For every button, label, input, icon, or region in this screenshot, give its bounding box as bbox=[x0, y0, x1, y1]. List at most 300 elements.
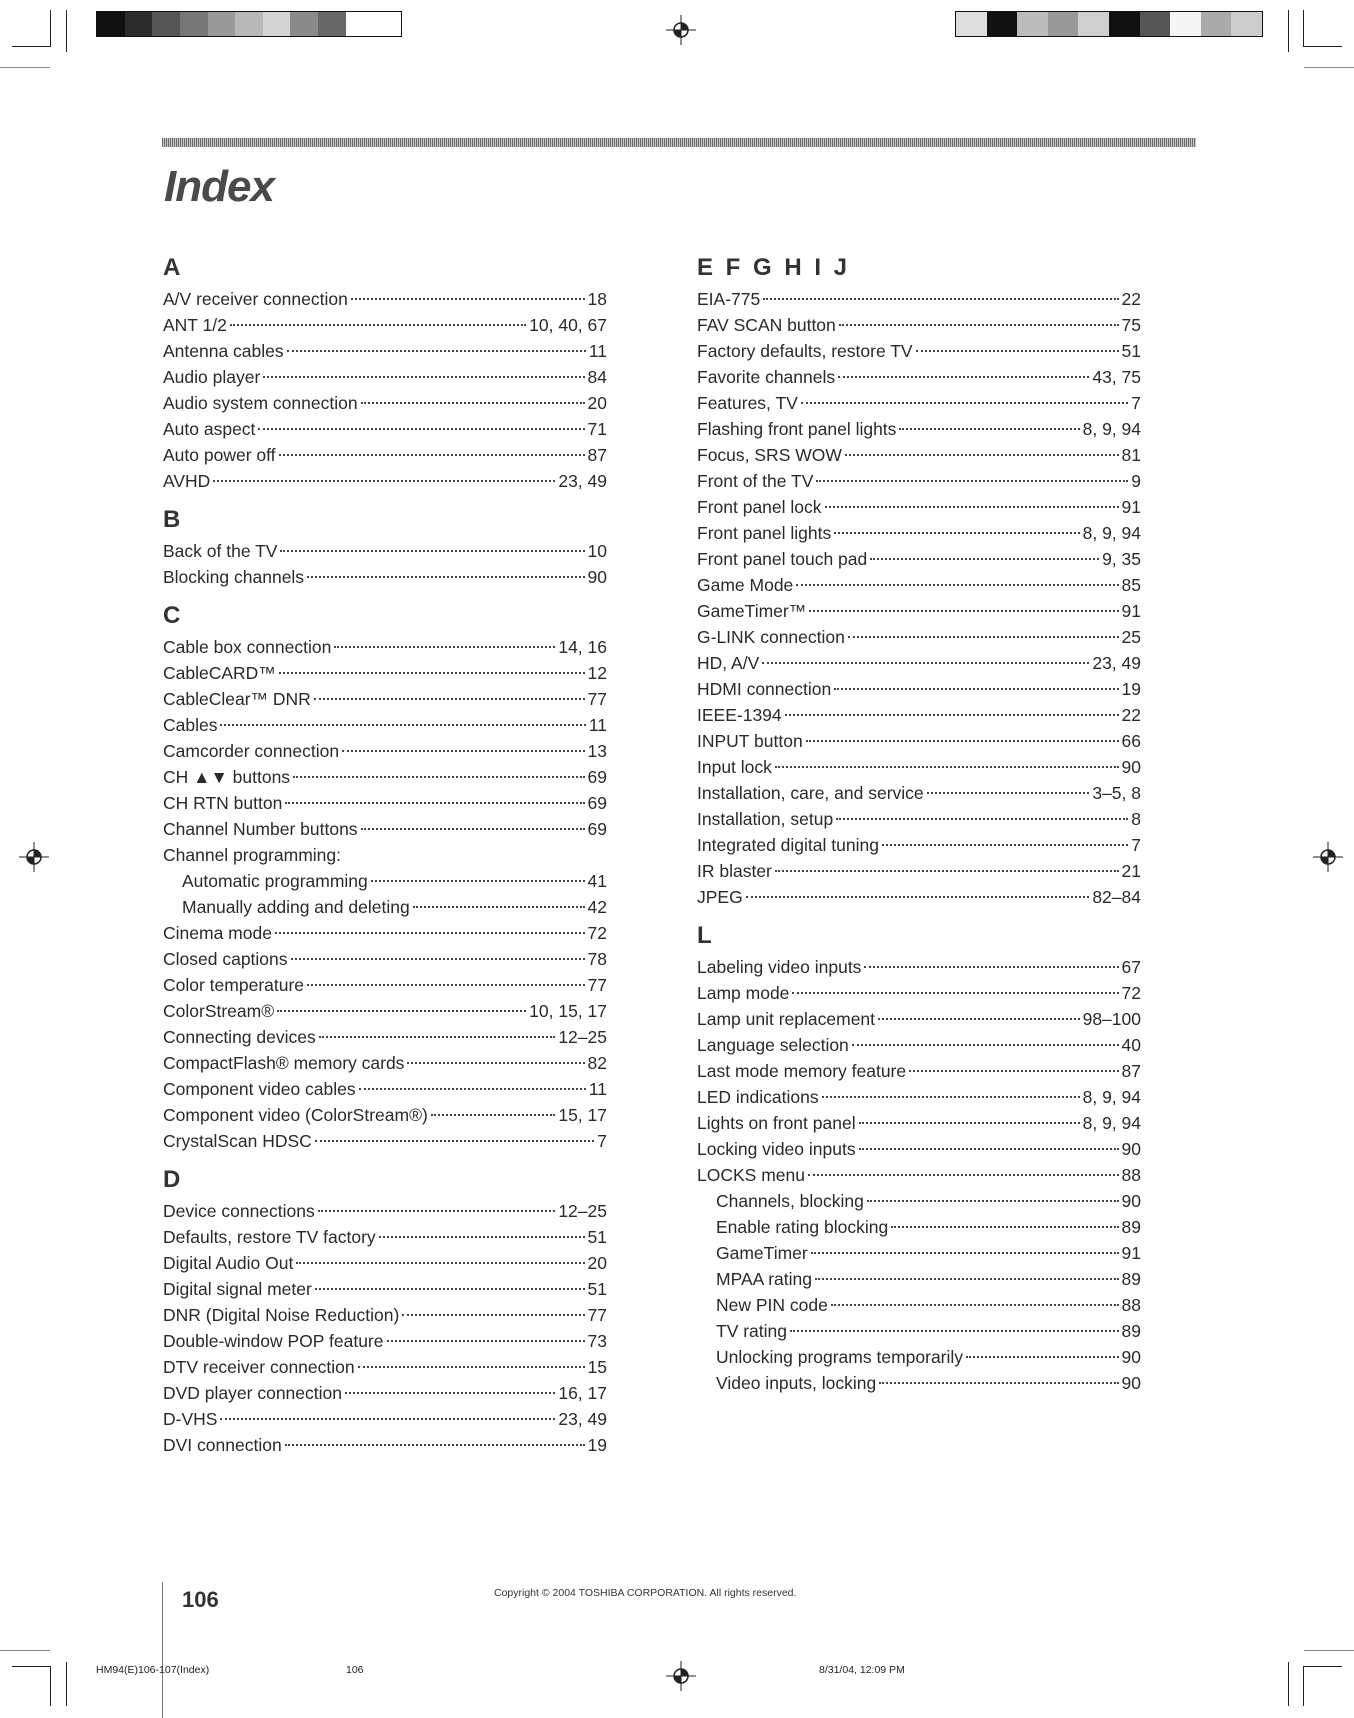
index-term: CableCARD™ bbox=[163, 663, 276, 683]
index-pages: 12–25 bbox=[558, 1027, 607, 1047]
index-entry bbox=[697, 954, 1141, 980]
index-entry bbox=[163, 564, 607, 590]
crop-mark bbox=[0, 67, 50, 68]
index-pages: 8, 9, 94 bbox=[1082, 523, 1141, 543]
dot-leader bbox=[361, 828, 585, 830]
index-pages: 98–100 bbox=[1082, 1009, 1141, 1029]
index-pages: 16, 17 bbox=[558, 1383, 607, 1403]
section-gap bbox=[163, 494, 607, 502]
index-entry bbox=[697, 858, 1141, 884]
index-term: JPEG bbox=[697, 887, 743, 907]
slug-page-number: 106 bbox=[346, 1664, 364, 1676]
index-pages: 10, 40, 67 bbox=[529, 315, 607, 335]
index-term: Language selection bbox=[697, 1035, 849, 1055]
index-pages: 11 bbox=[588, 1079, 607, 1099]
index-term: TV rating bbox=[716, 1321, 787, 1341]
index-entry bbox=[163, 738, 607, 764]
section-gap bbox=[163, 590, 607, 598]
index-pages: 19 bbox=[1121, 679, 1141, 699]
index-entry bbox=[697, 832, 1141, 858]
index-pages: 90 bbox=[1121, 757, 1141, 777]
index-entry bbox=[163, 364, 607, 390]
dot-leader bbox=[402, 1314, 584, 1316]
index-term: CableClear™ DNR bbox=[163, 689, 311, 709]
dot-leader bbox=[831, 1304, 1119, 1306]
dot-leader bbox=[351, 298, 585, 300]
index-entry bbox=[163, 1406, 607, 1432]
dot-leader bbox=[815, 1278, 1119, 1280]
dot-leader bbox=[801, 402, 1128, 404]
page-title: Index bbox=[164, 162, 274, 211]
dot-leader bbox=[864, 966, 1118, 968]
index-entry bbox=[697, 416, 1141, 442]
index-entry bbox=[163, 1024, 607, 1050]
index-term: CH ▲▼ buttons bbox=[163, 767, 291, 787]
dot-leader bbox=[808, 1174, 1119, 1176]
dot-leader bbox=[775, 766, 1119, 768]
index-term: New PIN code bbox=[716, 1295, 828, 1315]
index-letter-heading: C bbox=[163, 602, 184, 629]
index-pages: 20 bbox=[587, 393, 607, 413]
dot-leader bbox=[258, 428, 584, 430]
dot-leader bbox=[867, 1200, 1119, 1202]
index-pages: 72 bbox=[587, 923, 607, 943]
index-entry bbox=[163, 1128, 607, 1154]
index-pages: 90 bbox=[1121, 1139, 1141, 1159]
index-pages: 19 bbox=[587, 1435, 607, 1455]
index-term: LED indications bbox=[697, 1087, 819, 1107]
index-pages: 77 bbox=[587, 975, 607, 995]
index-term: DTV receiver connection bbox=[163, 1357, 355, 1377]
dot-leader bbox=[878, 1018, 1080, 1020]
dot-leader bbox=[746, 896, 1090, 898]
index-subentry bbox=[697, 1318, 1141, 1344]
index-term: IEEE-1394 bbox=[697, 705, 782, 725]
index-term: Cables bbox=[163, 715, 218, 735]
index-pages: 40 bbox=[1121, 1035, 1141, 1055]
index-term: Closed captions bbox=[163, 949, 288, 969]
dot-leader bbox=[809, 610, 1118, 612]
index-term: Back of the TV bbox=[163, 541, 278, 561]
dot-leader bbox=[358, 1366, 585, 1368]
index-entry bbox=[697, 806, 1141, 832]
dot-leader bbox=[792, 992, 1118, 994]
dot-leader bbox=[279, 672, 585, 674]
index-pages: 69 bbox=[587, 819, 607, 839]
index-term: Audio player bbox=[163, 367, 261, 387]
crop-mark bbox=[50, 10, 51, 47]
index-pages: 10, 15, 17 bbox=[529, 1001, 607, 1021]
dot-leader bbox=[275, 932, 585, 934]
index-pages: 18 bbox=[587, 289, 607, 309]
index-letter-heading: E F G H I J bbox=[697, 254, 851, 281]
index-entry bbox=[163, 972, 607, 998]
index-entry bbox=[163, 686, 607, 712]
index-subentry bbox=[697, 1292, 1141, 1318]
index-term: Connecting devices bbox=[163, 1027, 316, 1047]
index-pages: 7 bbox=[1131, 393, 1141, 413]
index-pages: 20 bbox=[587, 1253, 607, 1273]
index-term: Input lock bbox=[697, 757, 772, 777]
index-pages: 85 bbox=[1121, 575, 1141, 595]
index-pages: 81 bbox=[1121, 445, 1141, 465]
index-entry bbox=[163, 920, 607, 946]
index-term: FAV SCAN button bbox=[697, 315, 836, 335]
index-pages: 90 bbox=[587, 567, 607, 587]
section-gap bbox=[163, 1154, 607, 1162]
index-entry bbox=[697, 390, 1141, 416]
index-entry bbox=[163, 998, 607, 1024]
crop-mark bbox=[1288, 1662, 1289, 1706]
index-entry bbox=[697, 1136, 1141, 1162]
index-term: Installation, setup bbox=[697, 809, 834, 829]
index-entry bbox=[163, 634, 607, 660]
dot-leader bbox=[345, 1392, 555, 1394]
index-entry bbox=[163, 442, 607, 468]
index-term: Locking video inputs bbox=[697, 1139, 856, 1159]
registration-mark-icon bbox=[1313, 842, 1343, 872]
dot-leader bbox=[838, 376, 1089, 378]
dot-leader bbox=[785, 714, 1119, 716]
crop-mark bbox=[1303, 10, 1304, 47]
index-column-left bbox=[163, 250, 607, 1458]
dot-leader bbox=[927, 792, 1090, 794]
index-entry bbox=[697, 494, 1141, 520]
index-pages: 41 bbox=[587, 871, 607, 891]
index-term: Flashing front panel lights bbox=[697, 419, 897, 439]
page-number: 106 bbox=[182, 1587, 219, 1612]
dot-leader bbox=[909, 1070, 1118, 1072]
index-pages: 13 bbox=[587, 741, 607, 761]
dot-leader bbox=[790, 1330, 1119, 1332]
index-term: Channel programming: bbox=[163, 845, 342, 865]
dot-leader bbox=[315, 1288, 585, 1290]
dot-leader bbox=[387, 1340, 585, 1342]
dot-leader bbox=[371, 880, 585, 882]
index-entry bbox=[163, 1224, 607, 1250]
index-pages: 21 bbox=[1121, 861, 1141, 881]
index-term: AVHD bbox=[163, 471, 211, 491]
dot-leader bbox=[899, 428, 1079, 430]
index-pages: 89 bbox=[1121, 1321, 1141, 1341]
index-term: EIA-775 bbox=[697, 289, 761, 309]
dot-leader bbox=[839, 324, 1119, 326]
index-subentry bbox=[697, 1188, 1141, 1214]
index-term: Front panel lock bbox=[697, 497, 822, 517]
index-entry bbox=[697, 520, 1141, 546]
index-term: D-VHS bbox=[163, 1409, 218, 1429]
dot-leader bbox=[307, 576, 584, 578]
dot-leader bbox=[263, 376, 584, 378]
index-term: Color temperature bbox=[163, 975, 305, 995]
index-term: CompactFlash® memory cards bbox=[163, 1053, 405, 1073]
index-subentry bbox=[697, 1240, 1141, 1266]
index-term: Front panel lights bbox=[697, 523, 832, 543]
index-entry bbox=[163, 416, 607, 442]
index-entry bbox=[697, 312, 1141, 338]
crop-mark bbox=[12, 1666, 50, 1667]
index-subentry bbox=[697, 1370, 1141, 1396]
index-pages: 91 bbox=[1121, 497, 1141, 517]
index-entry bbox=[697, 754, 1141, 780]
crop-mark bbox=[1304, 46, 1342, 47]
index-term: Last mode memory feature bbox=[697, 1061, 907, 1081]
index-entry bbox=[697, 1032, 1141, 1058]
dot-leader bbox=[859, 1122, 1080, 1124]
index-column-right bbox=[697, 250, 1141, 1396]
index-term: Digital signal meter bbox=[163, 1279, 312, 1299]
dot-leader bbox=[882, 844, 1128, 846]
index-entry bbox=[697, 598, 1141, 624]
index-term: Component video cables bbox=[163, 1079, 356, 1099]
index-term: Defaults, restore TV factory bbox=[163, 1227, 376, 1247]
index-letter-heading: B bbox=[163, 506, 184, 533]
index-term: DVD player connection bbox=[163, 1383, 342, 1403]
index-term: Automatic programming bbox=[182, 871, 368, 891]
index-term: LOCKS menu bbox=[697, 1165, 805, 1185]
dot-leader bbox=[334, 646, 555, 648]
index-entry bbox=[697, 884, 1141, 910]
dot-leader bbox=[285, 802, 584, 804]
crop-mark bbox=[1304, 1650, 1354, 1651]
index-entry bbox=[163, 390, 607, 416]
index-subentry bbox=[697, 1344, 1141, 1370]
index-entry bbox=[697, 702, 1141, 728]
index-term: GameTimer bbox=[716, 1243, 808, 1263]
index-pages: 69 bbox=[587, 793, 607, 813]
index-pages: 11 bbox=[588, 341, 607, 361]
index-pages: 87 bbox=[587, 445, 607, 465]
dot-leader bbox=[762, 662, 1089, 664]
dot-leader bbox=[280, 550, 584, 552]
index-pages: 12–25 bbox=[558, 1201, 607, 1221]
index-pages: 89 bbox=[1121, 1269, 1141, 1289]
index-entry bbox=[697, 338, 1141, 364]
index-pages: 77 bbox=[587, 1305, 607, 1325]
index-entry bbox=[163, 312, 607, 338]
index-entry bbox=[163, 1432, 607, 1458]
index-pages: 8, 9, 94 bbox=[1082, 1113, 1141, 1133]
index-term: Unlocking programs temporarily bbox=[716, 1347, 964, 1367]
index-term: Enable rating blocking bbox=[716, 1217, 889, 1237]
registration-mark-icon bbox=[666, 1661, 696, 1691]
index-pages: 10 bbox=[587, 541, 607, 561]
index-entry bbox=[697, 676, 1141, 702]
crop-mark bbox=[12, 46, 50, 47]
dot-leader bbox=[879, 1382, 1118, 1384]
dot-leader bbox=[870, 558, 1099, 560]
index-term: Blocking channels bbox=[163, 567, 305, 587]
index-pages: 8, 9, 94 bbox=[1082, 1087, 1141, 1107]
index-pages: 22 bbox=[1121, 705, 1141, 725]
section-gap bbox=[697, 910, 1141, 918]
dot-leader bbox=[293, 776, 584, 778]
index-term: ANT 1/2 bbox=[163, 315, 227, 335]
index-term: A/V receiver connection bbox=[163, 289, 348, 309]
index-entry bbox=[697, 286, 1141, 312]
index-term: Device connections bbox=[163, 1201, 315, 1221]
index-term: Labeling video inputs bbox=[697, 957, 862, 977]
dot-leader bbox=[413, 906, 585, 908]
index-term: Cinema mode bbox=[163, 923, 272, 943]
dot-leader bbox=[848, 636, 1119, 638]
dot-leader bbox=[287, 350, 586, 352]
index-pages: 42 bbox=[587, 897, 607, 917]
index-entry bbox=[163, 1198, 607, 1224]
copyright-notice: Copyright © 2004 TOSHIBA CORPORATION. All rights reserved. bbox=[494, 1587, 797, 1599]
index-entry bbox=[163, 842, 607, 868]
index-pages: 51 bbox=[587, 1227, 607, 1247]
index-term: Lamp mode bbox=[697, 983, 790, 1003]
index-pages: 89 bbox=[1121, 1217, 1141, 1237]
index-pages: 90 bbox=[1121, 1347, 1141, 1367]
index-entry bbox=[697, 650, 1141, 676]
index-pages: 23, 49 bbox=[558, 471, 607, 491]
dot-leader bbox=[816, 480, 1128, 482]
index-term: GameTimer™ bbox=[697, 601, 807, 621]
dot-leader bbox=[342, 750, 584, 752]
index-subentry bbox=[163, 868, 607, 894]
index-entry bbox=[163, 468, 607, 494]
index-entry bbox=[163, 1380, 607, 1406]
index-term: Double-window POP feature bbox=[163, 1331, 384, 1351]
index-term: HD, A/V bbox=[697, 653, 760, 673]
index-pages: 75 bbox=[1121, 315, 1141, 335]
slug-file-name: HM94(E)106-107(Index) bbox=[96, 1664, 210, 1676]
index-entry bbox=[163, 1276, 607, 1302]
dot-leader bbox=[314, 698, 585, 700]
index-term: Channel Number buttons bbox=[163, 819, 358, 839]
index-pages: 3–5, 8 bbox=[1092, 783, 1141, 803]
index-term: Factory defaults, restore TV bbox=[697, 341, 913, 361]
dot-leader bbox=[822, 1096, 1080, 1098]
index-entry bbox=[163, 1328, 607, 1354]
index-term: Audio system connection bbox=[163, 393, 358, 413]
dot-leader bbox=[315, 1140, 594, 1142]
index-letter-heading: A bbox=[163, 254, 184, 281]
index-pages: 15 bbox=[587, 1357, 607, 1377]
dot-leader bbox=[845, 454, 1119, 456]
index-subentry bbox=[163, 894, 607, 920]
index-entry bbox=[163, 1354, 607, 1380]
index-term: Lamp unit replacement bbox=[697, 1009, 876, 1029]
index-term: Camcorder connection bbox=[163, 741, 340, 761]
registration-mark-icon bbox=[19, 842, 49, 872]
density-strip-right bbox=[955, 11, 1263, 37]
crop-mark bbox=[1303, 1666, 1304, 1706]
dot-leader bbox=[796, 584, 1118, 586]
index-entry bbox=[697, 728, 1141, 754]
index-term: CH RTN button bbox=[163, 793, 283, 813]
index-term: Auto power off bbox=[163, 445, 276, 465]
index-term: HDMI connection bbox=[697, 679, 832, 699]
index-term: Antenna cables bbox=[163, 341, 284, 361]
index-pages: 23, 49 bbox=[558, 1409, 607, 1429]
index-term: DNR (Digital Noise Reduction) bbox=[163, 1305, 400, 1325]
index-pages: 12 bbox=[587, 663, 607, 683]
index-pages: 25 bbox=[1121, 627, 1141, 647]
index-term: ColorStream® bbox=[163, 1001, 275, 1021]
index-entry bbox=[163, 286, 607, 312]
index-term: Focus, SRS WOW bbox=[697, 445, 842, 465]
index-entry bbox=[163, 946, 607, 972]
index-pages: 73 bbox=[587, 1331, 607, 1351]
header-band bbox=[162, 138, 1196, 147]
dot-leader bbox=[834, 532, 1079, 534]
index-pages: 88 bbox=[1121, 1295, 1141, 1315]
index-term: Cable box connection bbox=[163, 637, 332, 657]
dot-leader bbox=[296, 1262, 584, 1264]
index-term: Installation, care, and service bbox=[697, 783, 924, 803]
dot-leader bbox=[220, 724, 585, 726]
index-pages: 69 bbox=[587, 767, 607, 787]
index-pages: 71 bbox=[587, 419, 607, 439]
crop-mark bbox=[1288, 10, 1289, 52]
index-pages: 51 bbox=[587, 1279, 607, 1299]
index-term: Channels, blocking bbox=[716, 1191, 864, 1211]
index-entry bbox=[163, 816, 607, 842]
index-term: CrystalScan HDSC bbox=[163, 1131, 312, 1151]
index-entry bbox=[163, 338, 607, 364]
dot-leader bbox=[834, 688, 1118, 690]
dot-leader bbox=[775, 870, 1119, 872]
index-entry bbox=[697, 1084, 1141, 1110]
index-pages: 78 bbox=[587, 949, 607, 969]
dot-leader bbox=[361, 402, 585, 404]
index-entry bbox=[697, 468, 1141, 494]
crop-mark bbox=[0, 1650, 50, 1651]
dot-leader bbox=[825, 506, 1119, 508]
dot-leader bbox=[291, 958, 585, 960]
dot-leader bbox=[230, 324, 526, 326]
index-term: DVI connection bbox=[163, 1435, 282, 1455]
dot-leader bbox=[279, 454, 585, 456]
index-term: IR blaster bbox=[697, 861, 772, 881]
index-letter-heading: D bbox=[163, 1166, 184, 1193]
index-subentry bbox=[697, 1214, 1141, 1240]
index-term: Lights on front panel bbox=[697, 1113, 856, 1133]
dot-leader bbox=[431, 1114, 556, 1116]
dot-leader bbox=[891, 1226, 1118, 1228]
registration-mark-icon bbox=[666, 15, 696, 45]
dot-leader bbox=[966, 1356, 1118, 1358]
index-pages: 9, 35 bbox=[1102, 549, 1141, 569]
index-pages: 77 bbox=[587, 689, 607, 709]
crop-mark bbox=[1304, 1666, 1342, 1667]
index-entry bbox=[163, 712, 607, 738]
index-entry bbox=[163, 1076, 607, 1102]
dot-leader bbox=[811, 1252, 1119, 1254]
dot-leader bbox=[277, 1010, 526, 1012]
index-pages: 82 bbox=[587, 1053, 607, 1073]
dot-leader bbox=[836, 818, 1128, 820]
index-pages: 87 bbox=[1121, 1061, 1141, 1081]
footer-rule bbox=[162, 1582, 163, 1718]
index-pages: 90 bbox=[1121, 1373, 1141, 1393]
index-term: MPAA rating bbox=[716, 1269, 812, 1289]
index-pages: 23, 49 bbox=[1092, 653, 1141, 673]
index-entry bbox=[163, 790, 607, 816]
crop-mark bbox=[1304, 67, 1354, 68]
dot-leader bbox=[307, 984, 584, 986]
index-term: G-LINK connection bbox=[697, 627, 845, 647]
index-pages: 43, 75 bbox=[1092, 367, 1141, 387]
crop-mark bbox=[66, 1662, 67, 1706]
index-letter-heading: L bbox=[697, 922, 715, 949]
index-entry bbox=[163, 1050, 607, 1076]
index-pages: 84 bbox=[587, 367, 607, 387]
dot-leader bbox=[407, 1062, 584, 1064]
